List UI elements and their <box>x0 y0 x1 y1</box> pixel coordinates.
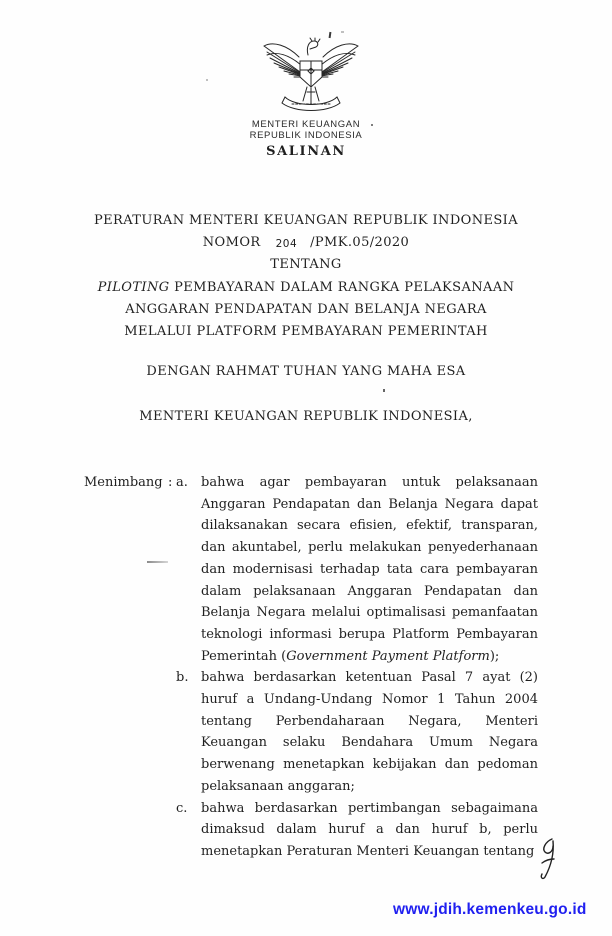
tail-feathers <box>303 87 319 103</box>
garuda-pancasila-emblem <box>259 37 363 117</box>
item-text: bahwa berdasarkan ketentuan Pasal 7 ayat (2) huruf a Undang-Undang Nomor 1 Tahun 2004 tentang Perbendaharaan Negara, Menteri Keuangan selaku Bendahara Umum Negara berwenang menetapkan kebijakan dan pedoman pelaksanaan anggaran; <box>201 670 538 794</box>
pancasila-shield <box>300 61 322 87</box>
menimbang-section <box>84 472 538 863</box>
scan-artifact <box>383 389 385 392</box>
nomor-label: NOMOR <box>202 235 261 251</box>
invocation-line: DENGAN RAHMAT TUHAN YANG MAHA ESA <box>146 364 466 379</box>
regulation-number-line <box>0 232 612 254</box>
item-text: bahwa agar pembayaran untuk pelaksanaan Anggaran Pendapatan dan Belanja Negara dapat dilaksanakan secara efisien, efektif, transparan, dan akuntabel, perlu melakukan penyederhanaan dan modernisasi terhadap tata cara pembayaran dalam pelaksanaan Anggaran Pendapatan dan Belanja Negara melalui optimalisasi pemanfaatan teknologi informasi berupa Platform Pembayaran Pemerintah (Government Payment Platform); <box>201 475 538 664</box>
tentang-label: TENTANG <box>270 257 342 273</box>
menimbang-label: Menimbang <box>84 475 163 490</box>
copy-stamp-label: SALINAN <box>266 144 346 159</box>
nomor-suffix: /PMK.05/2020 <box>310 235 410 251</box>
scan-artifact <box>341 31 344 33</box>
ministry-line2: REPUBLIK INDONESIA <box>249 130 363 141</box>
ministry-line1: MENTERI KEUANGAN <box>251 119 361 130</box>
ministry-name-block <box>0 119 612 141</box>
scan-artifact <box>206 79 208 81</box>
authority-line: MENTERI KEUANGAN REPUBLIK INDONESIA, <box>139 409 473 424</box>
handwritten-paraf-mark <box>537 837 561 883</box>
subject-line-3: MELALUI PLATFORM PEMBAYARAN PEMERINTAH <box>124 324 488 340</box>
consideration-item-b <box>176 667 538 797</box>
menimbang-colon: : <box>168 475 173 490</box>
jdih-website-link[interactable]: www.jdih.kemenkeu.go.id <box>393 901 587 918</box>
subject-line-2: ANGGARAN PENDAPATAN DAN BELANJA NEGARA <box>125 301 487 317</box>
garuda-head <box>307 38 320 55</box>
nomor-number: 204 <box>275 238 298 251</box>
item-letter: b. <box>176 670 189 686</box>
menimbang-items <box>176 472 538 863</box>
item-letter: c. <box>176 800 188 816</box>
subject-line-1: PILOTING PEMBAYARAN DALAM RANGKA PELAKSANAAN <box>97 279 515 295</box>
consideration-item-c <box>176 798 538 863</box>
consideration-item-a <box>176 472 538 667</box>
item-letter: a. <box>176 475 188 490</box>
regulation-title-line: PERATURAN MENTERI KEUANGAN REPUBLIK INDONESIA <box>93 213 518 228</box>
regulation-title-block <box>0 210 612 343</box>
item-text: bahwa berdasarkan pertimbangan sebagaimana dimaksud dalam huruf a dan huruf b, perlu menetapkan Peraturan Menteri Keuangan tentang <box>201 800 538 859</box>
